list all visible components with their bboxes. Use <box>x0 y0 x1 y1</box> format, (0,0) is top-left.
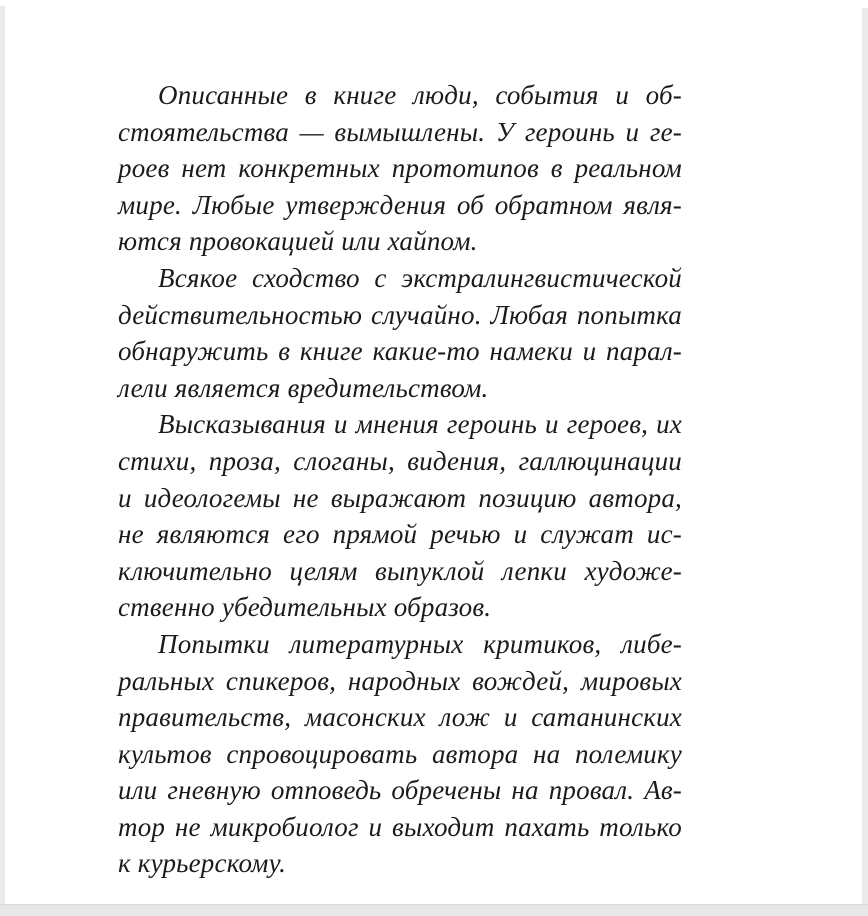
text-line: тор не микробиолог и выходит пахать только <box>118 811 682 842</box>
text-line: мире. Любые утверждения об обратном явля- <box>118 189 682 220</box>
text-line: к курьерскому. <box>118 848 287 879</box>
text-line: Высказывания и мнения героинь и героев, их <box>158 409 682 440</box>
text-line: ются провокацией или хайпом. <box>118 226 478 257</box>
page-text <box>118 77 682 882</box>
text-line: или гневную отповедь обречены на провал. Ав- <box>118 775 682 806</box>
text-line: ральных спикеров, народных вождей, мировых <box>118 665 682 696</box>
text-line: и идеологемы не выражают позицию автора, <box>118 482 682 513</box>
page-edge-right <box>862 8 868 916</box>
page-edge-left <box>0 6 5 916</box>
text-line: Попытки литературных критиков, либе- <box>158 628 682 659</box>
text-line: культов спровоцировать автора на полемику <box>118 738 682 769</box>
text-line: роев нет конкретных прототипов в реальном <box>118 153 682 184</box>
text-line: не являются его прямой речью и служат ис- <box>118 519 682 550</box>
text-line: правительств, масонских лож и сатанинских <box>118 702 682 733</box>
text-line: Всякое сходство с экстралингвистической <box>158 262 682 293</box>
text-line: Описанные в книге люди, события и об- <box>158 80 682 110</box>
text-line: обнаружить в книге какие-то намеки и парал- <box>118 336 682 367</box>
page-edge-bottom <box>0 904 868 916</box>
text-line: действительностью случайно. Любая попытка <box>118 299 682 330</box>
text-line: лели является вредительством. <box>118 372 489 403</box>
text-line: стоятельства — вымышлены. У героинь и ге- <box>118 116 682 147</box>
text-line: ключительно целям выпуклой лепки художе- <box>118 555 682 586</box>
text-line: стихи, проза, слоганы, видения, галлюцинации <box>118 445 682 476</box>
text-line: ственно убедительных образов. <box>118 592 492 623</box>
